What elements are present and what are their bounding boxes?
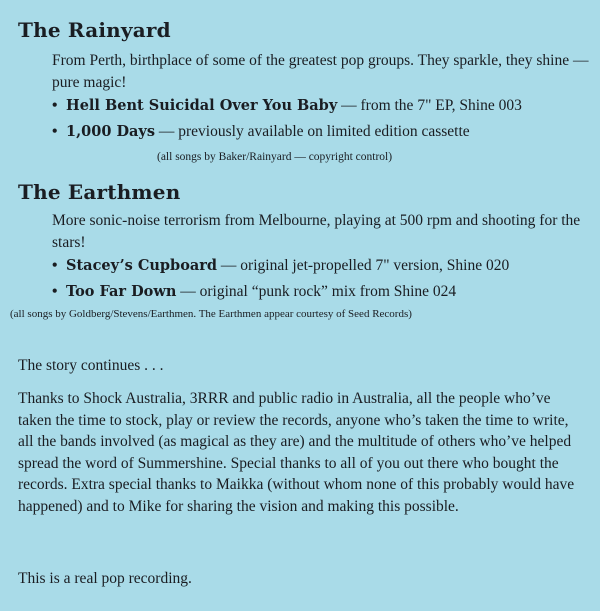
track-note: — from the 7" EP, Shine 003: [337, 97, 522, 114]
band-title-earthmen: The Earthmen: [18, 180, 181, 204]
track-name: Stacey’s Cupboard: [66, 257, 218, 274]
bullet-icon: •: [52, 283, 58, 300]
story-heading: The story continues . . .: [18, 357, 164, 374]
track-name: Too Far Down: [66, 283, 177, 300]
track-name: 1,000 Days: [66, 123, 156, 140]
track-name: Hell Bent Suicidal Over You Baby: [66, 97, 338, 114]
track-note: — original jet-propelled 7" version, Shine 020: [217, 257, 510, 274]
bullet-icon: •: [52, 123, 58, 140]
story-body: Thanks to Shock Australia, 3RRR and public radio in Australia, all the people who’ve taken the time to stock, play or review the records, anyone who’s taken the time to write, all the bands involved (as magical as they are) and the multitude of others who’ve helped spread the word of Summershine. Special thanks to all of you out there who bought the records. Extra special thanks to Maikka (without whom none of this probably would have happened) and to Mike for sharing the vision and making this possible.: [18, 390, 575, 515]
track-item: [52, 281, 592, 303]
track-item: [52, 95, 592, 117]
band-title-rainyard: The Rainyard: [18, 18, 171, 42]
bullet-icon: •: [52, 97, 58, 114]
track-item: [52, 255, 592, 277]
songwriting-credit: (all songs by Goldberg/Stevens/Earthmen. The Earthmen appear courtesy of Seed Records): [10, 308, 412, 320]
band-blurb-earthmen: More sonic-noise terrorism from Melbourne, playing at 500 rpm and shooting for the stars!: [52, 212, 581, 251]
band-blurb-rainyard: From Perth, birthplace of some of the greatest pop groups. They sparkle, they shine — pure magic!: [52, 52, 589, 91]
songwriting-credit: (all songs by Baker/Rainyard — copyright control): [157, 151, 393, 163]
bullet-icon: •: [52, 257, 58, 274]
track-note: — previously available on limited edition cassette: [155, 123, 470, 140]
closing-line: This is a real pop recording.: [18, 570, 192, 587]
track-note: — original “punk rock” mix from Shine 024: [176, 283, 457, 300]
track-item: [52, 121, 592, 143]
